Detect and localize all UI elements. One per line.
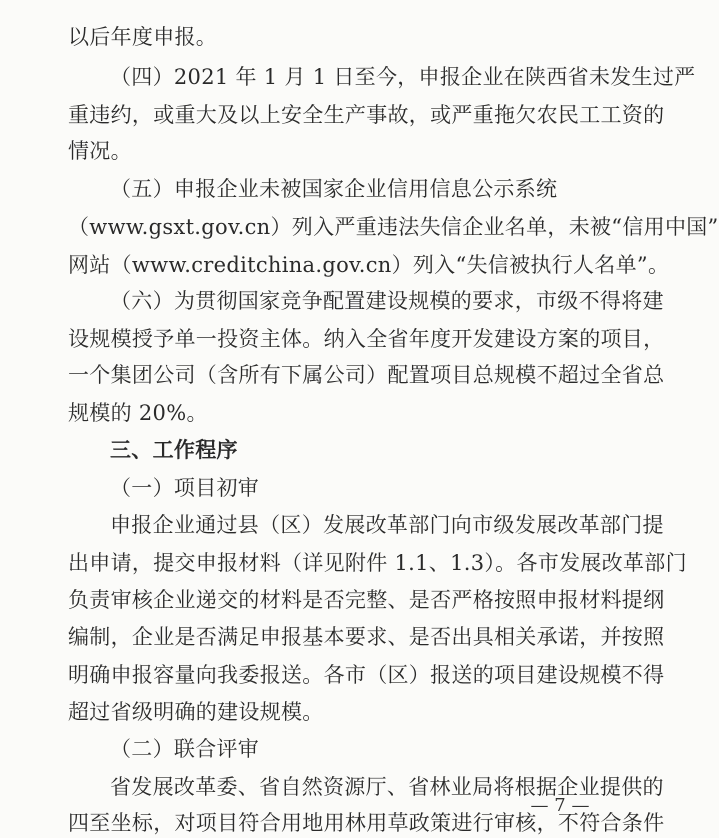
text-line: 负责审核企业递交的材料是否完整、是否严格按照申报材料提纲 bbox=[68, 588, 665, 612]
item-five-line: （五）申报企业未被国家企业信用信息公示系统 bbox=[110, 177, 558, 201]
text-line: 情况。 bbox=[68, 139, 132, 163]
text-line: 明确申报容量向我委报送。各市（区）报送的项目建设规模不得 bbox=[68, 663, 665, 687]
text-line: 超过省级明确的建设规模。 bbox=[68, 700, 324, 724]
paragraph-start-line: 省发展改革委、省自然资源厅、省林业局将根据企业提供的 bbox=[110, 775, 664, 799]
item-six-line: （六）为贯彻国家竞争配置建设规模的要求，市级不得将建 bbox=[110, 289, 664, 313]
text-line: 编制，企业是否满足申报基本要求、是否出具相关承诺，并按照 bbox=[68, 625, 665, 649]
text-line: 四至坐标，对项目符合用地用林用草政策进行审核，不符合条件 bbox=[68, 811, 665, 835]
section-heading: 三、工作程序 bbox=[110, 438, 238, 462]
text-line: 出申请，提交申报材料（详见附件 1.1、1.3）。各市发展改革部门 bbox=[68, 551, 687, 575]
text-line: 规模的 20%。 bbox=[68, 401, 208, 425]
text-line: 重违约，或重大及以上安全生产事故，或严重拖欠农民工工资的 bbox=[68, 103, 665, 127]
subsection-heading: （二）联合评审 bbox=[110, 737, 260, 761]
item-four-line: （四）2021 年 1 月 1 日至今，申报企业在陕西省未发生过严 bbox=[110, 65, 696, 89]
text-line: 网站（www.creditchina.gov.cn）列入“失信被执行人名单”。 bbox=[68, 253, 670, 277]
paragraph-start-line: 申报企业通过县（区）发展改革部门向市级发展改革部门提 bbox=[110, 513, 664, 537]
text-line: （www.gsxt.gov.cn）列入严重违法失信企业名单，未被“信用中国” bbox=[68, 215, 719, 239]
text-line: 一个集团公司（含所有下属公司）配置项目总规模不超过全省总 bbox=[68, 363, 665, 387]
subsection-heading: （一）项目初审 bbox=[110, 476, 260, 500]
text-line: 设规模授予单一投资主体。纳入全省年度开发建设方案的项目， bbox=[68, 327, 665, 351]
page-number: — 7 — bbox=[530, 795, 590, 816]
text-line: 以后年度申报。 bbox=[68, 25, 218, 49]
